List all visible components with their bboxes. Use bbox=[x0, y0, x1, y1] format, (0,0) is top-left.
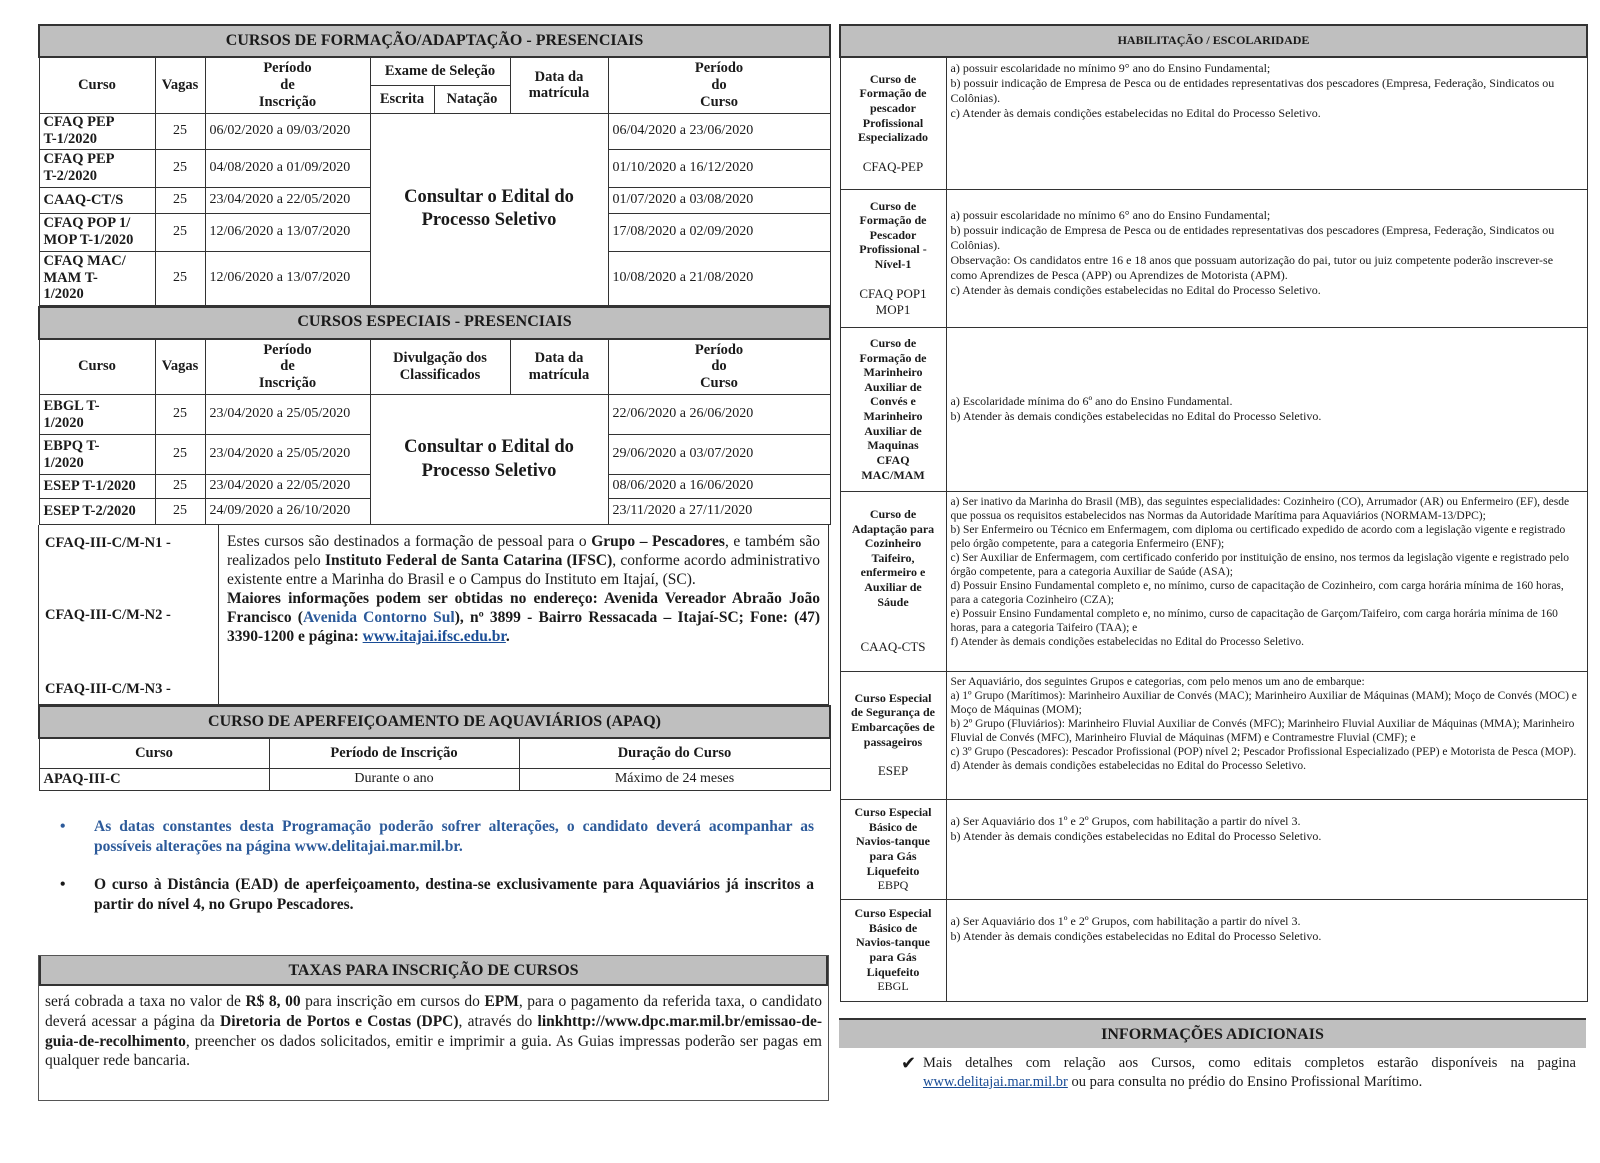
especiais-table bbox=[38, 306, 831, 526]
header-curso: Curso bbox=[39, 57, 155, 113]
bullet-icon: • bbox=[60, 817, 66, 835]
bullet-icon: • bbox=[60, 875, 66, 893]
table-row: CFAQ PEP T-2/2020 25 04/08/2020 a 01/09/2020 01/10/2020 a 16/12/2020 bbox=[39, 149, 830, 187]
table-row: CFAQ POP 1/ MOP T-1/2020 25 12/06/2020 a 13/07/2020 17/08/2020 a 02/09/2020 bbox=[39, 213, 830, 251]
table-row: EBGL T- 1/2020 25 23/04/2020 a 25/05/2020 Consultar o Edital do Processo Seletivo 22/06/2020 a 26/06/2020 bbox=[39, 395, 830, 435]
notes-list bbox=[60, 817, 814, 916]
table-row: EBPQ T- 1/2020 25 23/04/2020 a 25/05/2020 29/06/2020 a 03/07/2020 bbox=[39, 435, 830, 475]
apaq-table bbox=[38, 705, 831, 791]
table-row: CFAQ PEP T-1/2020 25 06/02/2020 a 09/03/2020 Consultar o Edital do Processo Seletivo 06/04/2020 a 23/06/2020 bbox=[39, 113, 830, 149]
table-row bbox=[840, 57, 1587, 189]
apaq-header-duracao: Duração do Curso bbox=[519, 738, 830, 768]
header-escrita: Escrita bbox=[370, 85, 434, 113]
consultar-edital-formacao: Consultar o Edital do Processo Seletivo bbox=[370, 113, 608, 305]
table-row: CAAQ-CT/S 25 23/04/2020 a 22/05/2020 01/07/2020 a 03/08/2020 bbox=[39, 187, 830, 213]
pescadores-info bbox=[38, 525, 829, 705]
requirements: a) Ser inativo da Marinha do Brasil (MB), das seguintes especialidades: Cozinheiro (CO), Arrumador (AR) ou Enfermeiro (EF), desde que possua os requisitos estabelecidos nas Normas da Autoridade Marítima para Aquaviários (NORMAM-13/DPC); b) Ser Enfermeiro ou Técnico em Enfermagem, com diploma ou certificado expedido de acordo com a legislação vigente e registrado pelo órgão competente, para a categoria Enfermeiro (ENF); c) Ser Auxiliar de Enfermagem, com certificado conferido por instituição de ensino, nos termos da legislação vigente e registrado pelo órgão competente, para a categoria Auxiliar de Saúde (ASA); d) Possuir Ensino Fundamental completo e, no mínimo, curso de capacitação de Cozinheiro, com carga horária mínima de 160 horas, para a categoria Cozinheiro (CZA); e) Possuir Ensino Fundamental completo e, no mínimo, curso de capacitação de Garçom/Taifeiro, com carga horária mínima de 160 horas, para a categoria Taifeiro (TAA); e f) Atender às demais condições estabelecidas no Edital do Processo Seletivo. bbox=[946, 491, 1587, 671]
code-n1: CFAQ-III-C/M-N1 - bbox=[45, 535, 171, 551]
taxas-title: TAXAS PARA INSCRIÇÃO DE CURSOS bbox=[39, 956, 828, 986]
apaq-title: CURSO DE APERFEIÇOAMENTO DE AQUAVIÁRIOS (APAQ) bbox=[39, 706, 830, 738]
requirements: Ser Aquaviário, dos seguintes Grupos e categorias, com pelo menos um ano de embarque: a) 1º Grupo (Marítimos): Marinheiro Auxiliar de Convés (MAC); Marinheiro Auxiliar de Máquinas (MAM); Moço de Convés (MOC) e Moço de Máquinas (MOM); b) 2º Grupo (Fluviários): Marinheiro Fluvial Auxiliar de Convés (MFC); Marinheiro Fluvial Auxiliar de Máquinas (MMA); Marinheiro Fluvial de Convés (MFC), Marinheiro Fluvial de Máquinas (MFM) e Contramestre Fluvial (CMF); e c) 3º Grupo (Pescadores): Pescador Profissional (POP) nível 2; Pescador Profissional Especializado (PEP) e Motorista de Pesca (MOP). d) Atender às demais condições estabelecidas no Edital do Processo Seletivo. bbox=[946, 671, 1587, 799]
header-matricula: Data da matrícula bbox=[510, 339, 608, 395]
header-divulgacao: Divulgação dos Classificados bbox=[370, 339, 510, 395]
header-matricula: Data da matrícula bbox=[510, 57, 608, 113]
table-row: ESEP T-2/2020 25 24/09/2020 a 26/10/2020 23/11/2020 a 27/11/2020 bbox=[39, 499, 830, 525]
requirements: a) Ser Aquaviário dos 1º e 2º Grupos, com habilitação a partir do nível 3. b) Atender às demais condições estabelecidas no Edital do Processo Seletivo. bbox=[946, 799, 1587, 899]
header-vagas: Vagas bbox=[155, 339, 205, 395]
table-row bbox=[840, 671, 1587, 799]
ifsc-link[interactable]: www.itajai.ifsc.edu.br bbox=[362, 627, 506, 645]
table-row: ESEP T-1/2020 25 23/04/2020 a 22/05/2020 08/06/2020 a 16/06/2020 bbox=[39, 475, 830, 499]
consultar-edital-especiais: Consultar o Edital do Processo Seletivo bbox=[370, 395, 608, 525]
table-row bbox=[840, 189, 1587, 327]
course-name: Curso Especial Básico de Navios-tanque para Gás Liquefeito EBGL bbox=[840, 899, 946, 1001]
table-row bbox=[840, 799, 1587, 899]
header-curso: Curso bbox=[39, 339, 155, 395]
delitajai-link[interactable]: www.delitajai.mar.mil.br bbox=[923, 1073, 1068, 1090]
pescadores-codes bbox=[39, 525, 219, 704]
taxas-box bbox=[38, 955, 829, 1101]
requirements: a) possuir escolaridade no mínimo 6° ano do Ensino Fundamental; b) possuir indicação de Empresa de Pesca ou de entidades representativas dos pescadores (Empresa, Federação, Sindicatos ou Colônias). Observação: Os candidatos entre 16 e 18 anos que possuam autorização do pai, tutor ou juiz competente poderão inscrever-se como Aprendizes de Pesca (APP) ou Aprendizes de Motorista (APM). c) Atender às demais condições estabelecidas no Edital do Processo Seletivo. bbox=[946, 189, 1587, 327]
right-column bbox=[839, 24, 1586, 1002]
header-exame: Exame de Seleção bbox=[370, 57, 510, 85]
pescadores-text: Estes cursos são destinados a formação de pessoal para o Grupo – Pescadores, e também são realizados pelo Instituto Federal de Santa Catarina (IFSC), conforme acordo administrativo existente entre a Marinha do Brasil e o Campus do Instituto em Itajaí, (SC). Maiores informações podem ser obtidas no endereço: Avenida Vereador Abraão João Francisco (Avenida Contorno Sul), nº 3899 - Bairro Ressacada – Itajaí-SC; Fone: (47) 3390-1200 e página: www.itajai.ifsc.edu.br. bbox=[227, 533, 820, 645]
dpc-link[interactable]: linkhttp://www.dpc.mar.mil.br/emissao-de-guia-de-recolhimento bbox=[45, 1012, 822, 1050]
header-periodo-inscricao: Período de Inscrição bbox=[205, 339, 370, 395]
table-row: APAQ-III-C Durante o ano Máximo de 24 meses bbox=[39, 768, 830, 790]
list-item: • O curso à Distância (EAD) de aperfeiçoamento, destina-se exclusivamente para Aquaviários já inscritos a partir do nível 4, no Grupo Pescadores. bbox=[60, 875, 814, 913]
info-adicionais-text: ✔ Mais detalhes com relação aos Cursos, como editais completos estarão disponíveis na pagina www.delitajai.mar.mil.br ou para consulta no prédio do Ensino Profissional Marítimo. bbox=[901, 1053, 1576, 1090]
apaq-header-curso: Curso bbox=[39, 738, 269, 768]
header-periodo-curso: Período do Curso bbox=[608, 339, 830, 395]
table-row bbox=[840, 327, 1587, 491]
apaq-header-periodo: Período de Inscrição bbox=[269, 738, 519, 768]
taxas-text: será cobrada a taxa no valor de R$ 8, 00 para inscrição em cursos do EPM, para o pagamento da referida taxa, o candidato deverá acessar a página da Diretoria de Portos e Costas (DPC), através do linkhttp://www.dpc.mar.mil.br/emissao-de-guia-de-recolhimento, preencher os dados solicitados, emitir e imprimir a guia. As Guias impressas poderão ser pagas em qualquer rede bancaria. bbox=[45, 993, 822, 1070]
header-periodo-curso: Período do Curso bbox=[608, 57, 830, 113]
header-periodo-inscricao: Período de Inscrição bbox=[205, 57, 370, 113]
course-name: Curso de Formação de Pescador Profissional - Nível-1 CFAQ POP1 MOP1 bbox=[840, 189, 946, 327]
course-name: Curso de Adaptação para Cozinheiro Taifeiro, enfermeiro e Auxiliar de Sáude CAAQ-CTS bbox=[840, 491, 946, 671]
requirements: a) Ser Aquaviário dos 1º e 2º Grupos, com habilitação a partir do nível 3. b) Atender às demais condições estabelecidas no Edital do Processo Seletivo. bbox=[946, 899, 1587, 1001]
checkmark-icon: ✔ bbox=[901, 1053, 917, 1073]
table-row: CFAQ MAC/ MAM T- 1/2020 25 12/06/2020 a 13/07/2020 10/08/2020 a 21/08/2020 bbox=[39, 251, 830, 305]
requirements: a) possuir escolaridade no mínimo 9° ano do Ensino Fundamental; b) possuir indicação de Empresa de Pesca ou de entidades representativas dos pescadores (Empresa, Federação, Sindicatos ou Colônias). c) Atender às demais condições estabelecidas no Edital do Processo Seletivo. bbox=[946, 57, 1587, 189]
code-n3: CFAQ-III-C/M-N3 - bbox=[45, 681, 171, 697]
habilitacao-title: HABILITAÇÃO / ESCOLARIDADE bbox=[840, 25, 1587, 57]
formacao-table bbox=[38, 24, 831, 306]
formacao-title: CURSOS DE FORMAÇÃO/ADAPTAÇÃO - PRESENCIAIS bbox=[39, 25, 830, 57]
list-item: • As datas constantes desta Programação poderão sofrer alterações, o candidato deverá acompanhar as possíveis alterações na página www.delitajai.mar.mil.br. bbox=[60, 817, 814, 855]
left-column bbox=[38, 24, 829, 933]
header-vagas: Vagas bbox=[155, 57, 205, 113]
course-name: Curso Especial Básico de Navios-tanque para Gás Liquefeito EBPQ bbox=[840, 799, 946, 899]
table-row bbox=[840, 899, 1587, 1001]
course-name: Curso de Formação de Marinheiro Auxiliar de Convés e Marinheiro Auxiliar de Maquinas CFAQ MAC/MAM bbox=[840, 327, 946, 491]
info-adicionais bbox=[839, 1018, 1586, 1092]
especiais-title: CURSOS ESPECIAIS - PRESENCIAIS bbox=[39, 307, 830, 339]
habilitacao-table bbox=[839, 24, 1588, 1002]
info-adicionais-title: INFORMAÇÕES ADICIONAIS bbox=[839, 1018, 1586, 1048]
course-name: Curso de Formação de pescador Profissional Especializado CFAQ-PEP bbox=[840, 57, 946, 189]
header-natacao: Natação bbox=[434, 85, 510, 113]
code-n2: CFAQ-III-C/M-N2 - bbox=[45, 607, 171, 623]
requirements: a) Escolaridade mínima do 6º ano do Ensino Fundamental. b) Atender às demais condições estabelecidas no Edital do Processo Seletivo. bbox=[946, 327, 1587, 491]
table-row bbox=[840, 491, 1587, 671]
course-name: Curso Especial de Segurança de Embarcações de passageiros ESEP bbox=[840, 671, 946, 799]
